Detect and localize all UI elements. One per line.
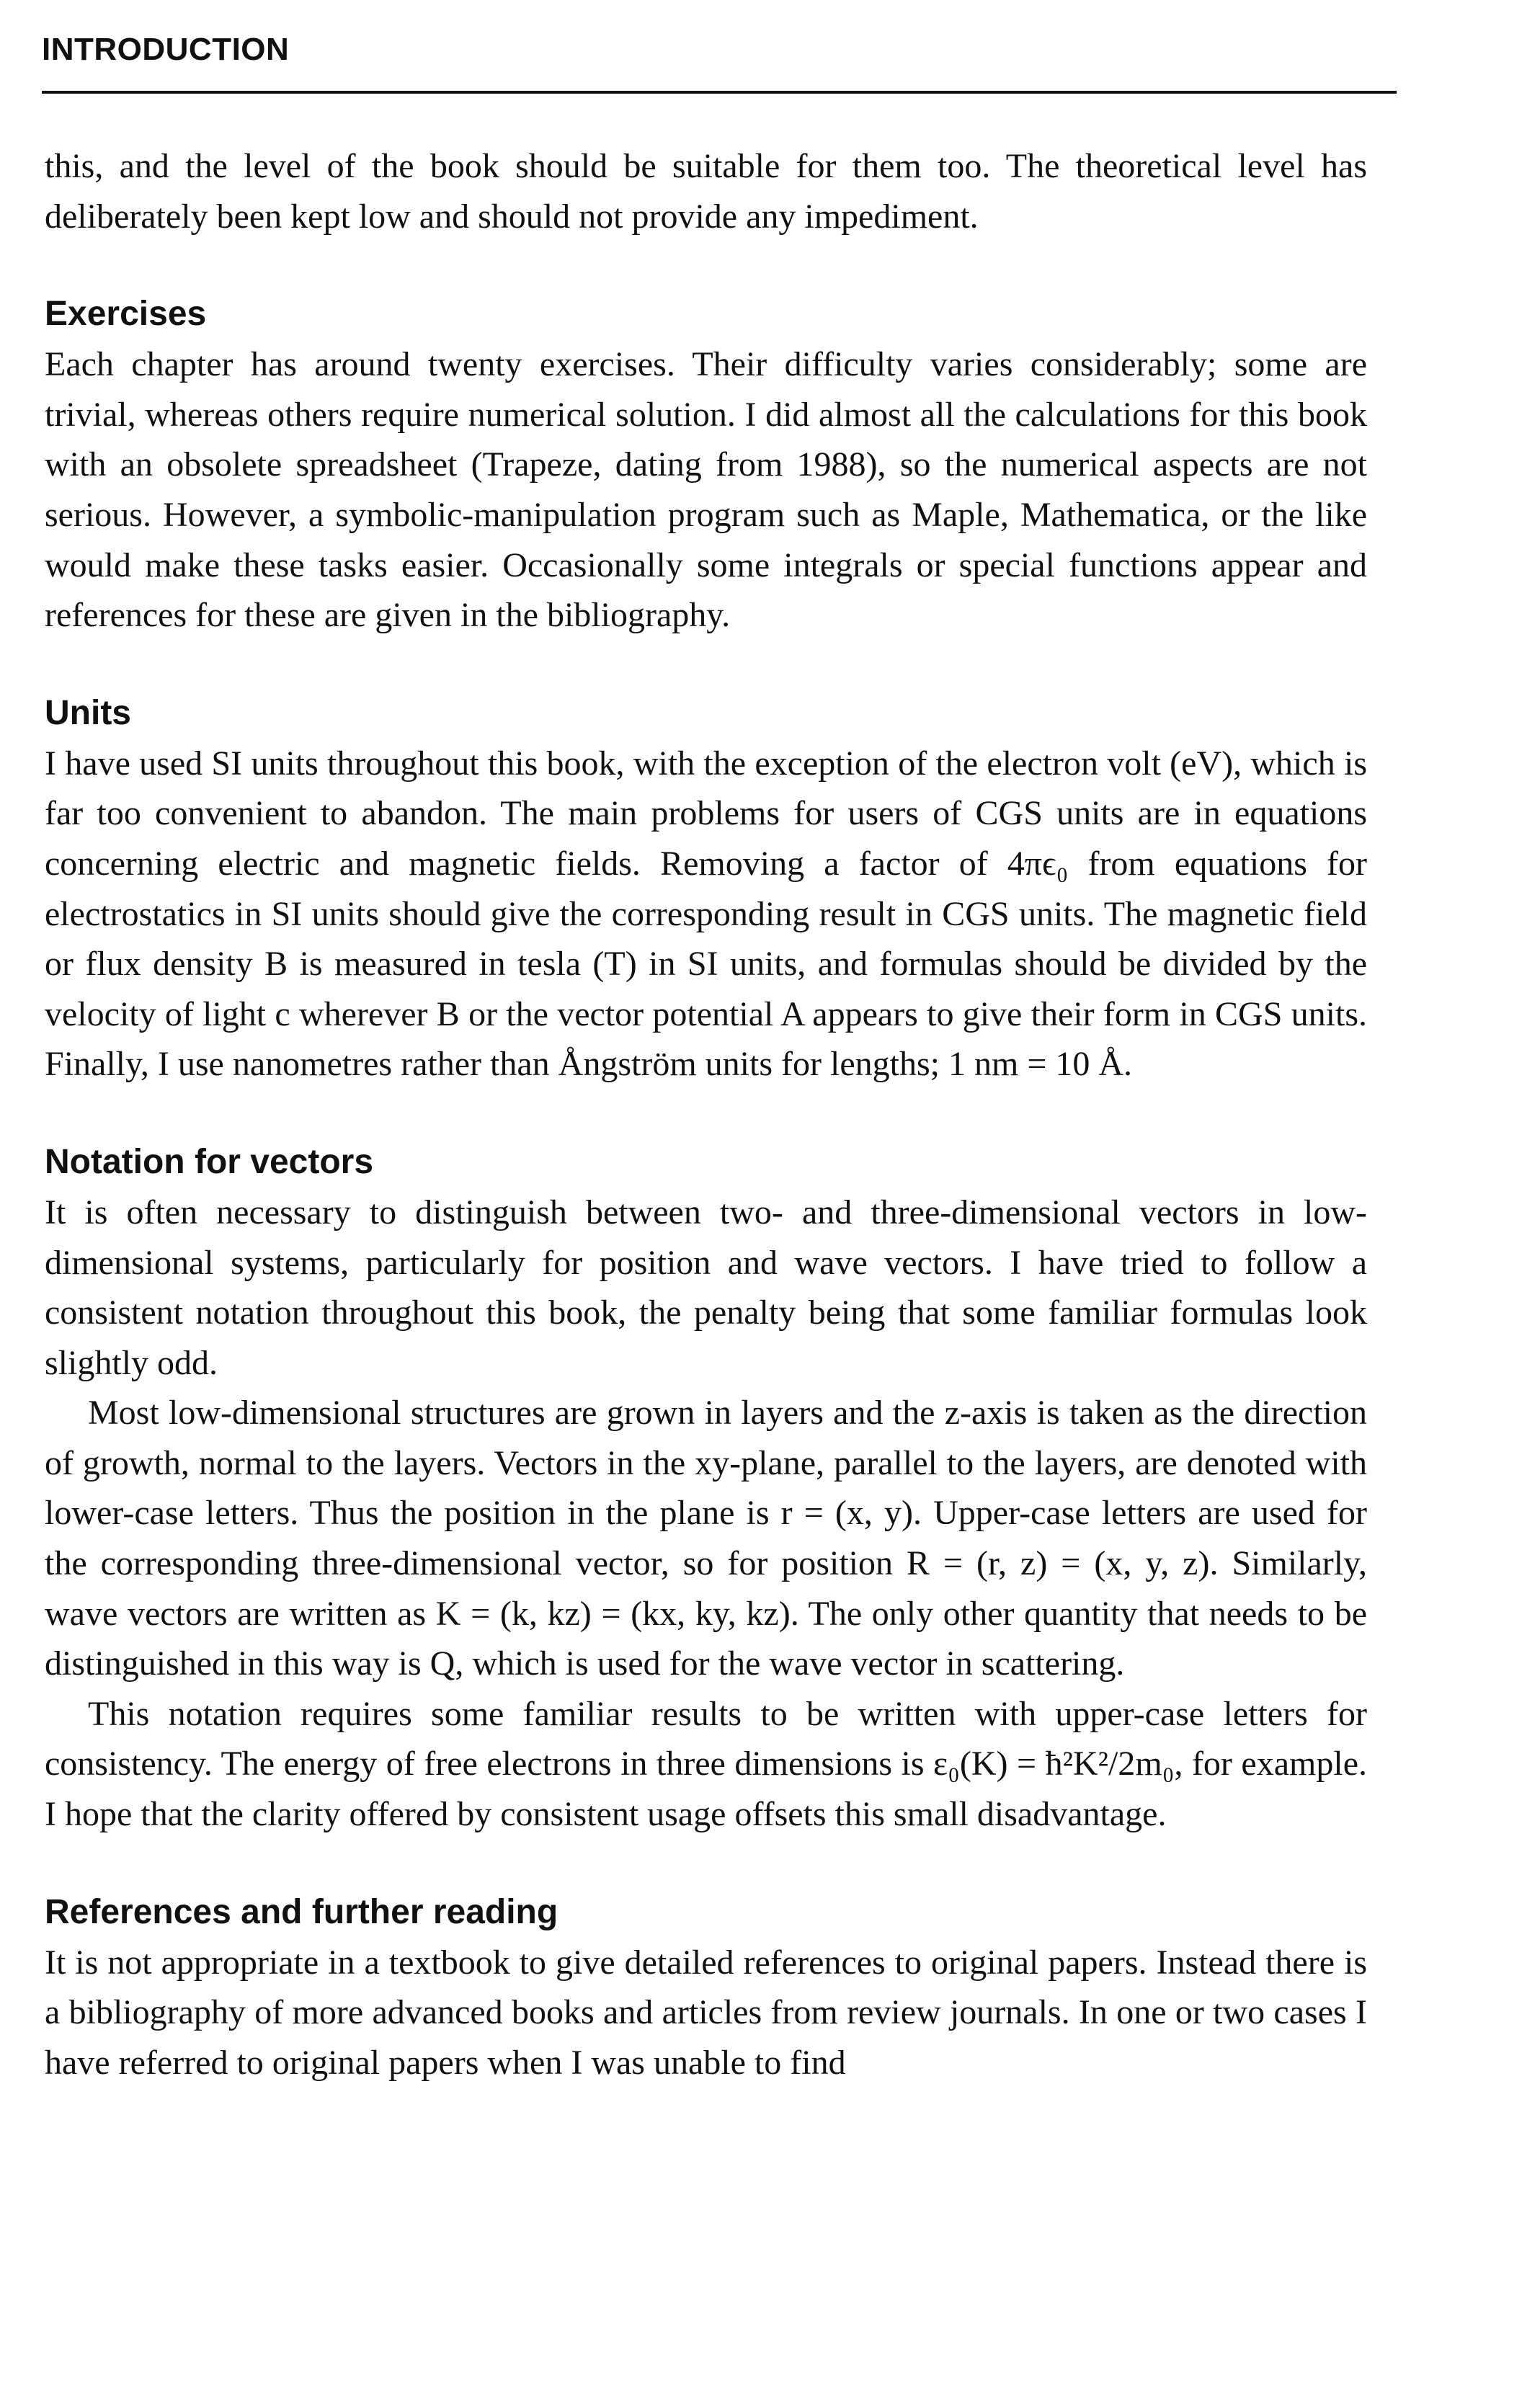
references-paragraph: It is not appropriate in a textbook to give detailed references to original papers. Instead there is a bibliography of more advanced books and articles from review journals. In one or two cases I have referred to original papers when I was unable to find (45, 1943, 1367, 2082)
exercises-paragraph: Each chapter has around twenty exercises. Their difficulty varies considerably; some are trivial, whereas others require numerical solution. I did almost all the calculations for this book with an obsolete spreadsheet (Trapeze, dating from 1988), so the numerical aspects are not serious. However, a symbolic-manipulation program such as Maple, Mathematica, or the like would make these tasks easier. Occasionally some integrals or special functions appear and references for these are given in the bibliography. (45, 345, 1367, 635)
notation-paragraph-3: This notation requires some familiar results to be written with upper-case letters for consistency. The energy of free electrons in three dimensions is ε₀(K) = ħ²K²/2m₀, for example. I hope that the clarity offered by consistent usage offsets this small disadvantage. (45, 1694, 1367, 1834)
exercises-heading: Exercises (45, 295, 207, 334)
notation-paragraph-2: Most low-dimensional structures are grown in layers and the z-axis is taken as the direction of growth, normal to the layers. Vectors in the xy-plane, parallel to the layers, are denoted with lower-case letters. Thus the position in the plane is r = (x, y). Upper-case letters are used for the corresponding three-dimensional vector, so for position R = (r, z) = (x, y, z). Similarly, wave vectors are written as K = (k, kz) = (kx, ky, kz). The only other quantity that needs to be distinguished in this way is Q, which is used for the wave vector in scattering. (45, 1394, 1367, 1683)
notation-paragraph-1: It is often necessary to distinguish between two- and three-dimensional vectors in low-dimensional systems, particularly for position and wave vectors. I have tried to follow a consistent notation throughout this book, the penalty being that some familiar formulas look slightly odd. (45, 1193, 1367, 1382)
units-paragraph: I have used SI units throughout this book, with the exception of the electron volt (eV), which is far too convenient to abandon. The main problems for users of CGS units are in equations concerning electric and magnetic fields. Removing a factor of 4πϵ₀ from equations for electrostatics in SI units should give the corresponding result in CGS units. The magnetic field or flux density B is measured in tesla (T) in SI units, and formulas should be divided by the velocity of light c wherever B or the vector potential A appears to give their form in CGS units. Finally, I use nanometres rather than Ångström units for lengths; 1 nm = 10 Å. (45, 744, 1367, 1084)
page-body (45, 141, 1367, 2088)
units-heading: Units (45, 693, 131, 732)
running-head: INTRODUCTION (42, 32, 290, 67)
header-rule (42, 91, 1397, 94)
references-heading: References and further reading (45, 1892, 558, 1931)
notation-heading: Notation for vectors (45, 1142, 374, 1181)
intro-paragraph: this, and the level of the book should be suitable for them too. The theoretical level has deliberately been kept low and should not provide any impediment. (45, 147, 1367, 236)
